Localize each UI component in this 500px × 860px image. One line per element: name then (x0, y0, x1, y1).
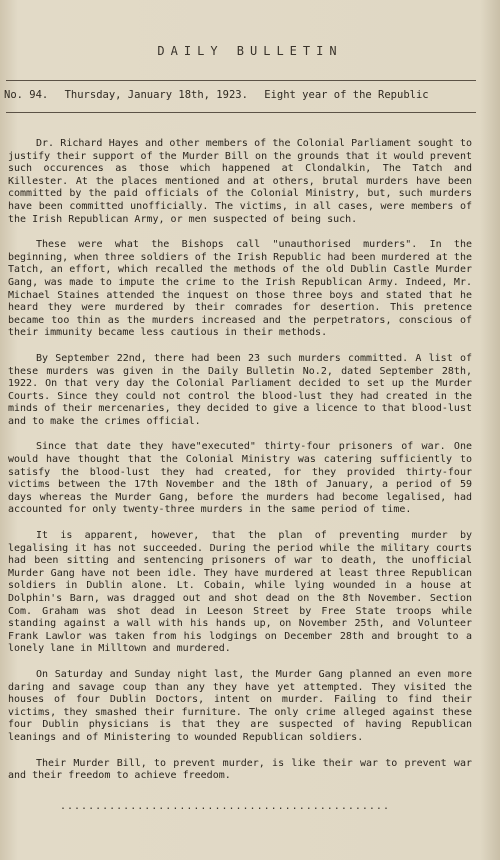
dateline (4, 89, 474, 101)
issue-number: No. 94. (4, 89, 49, 101)
paragraph: By September 22nd, there had been 23 such murders committed. A list of these murders was given in the Daily Bulletin No.2, dated September 28th, 1922. On that very day the Colonial Parliament decided to set up the Murder Courts. Since they could not control the blood-lust they had created in the minds of their mercenaries, they decided to give a licence to that blood-lust and to make the crimes official. (8, 352, 472, 427)
paragraph: These were what the Bishops call "unauthorised murders". In the beginning, when three soldiers of the Irish Republic had been murdered at the Tatch, an effort, which recalled the methods of the old Dublin Castle Murder Gang, was made to impute the crime to the Irish Republican Army. Indeed, Mr. Michael Staines attended the inquest on those three boys and stated that he heard they were murdered by their comrades for desertion. This pretence became too thin as the murders increased and the perpetrators, conscious of their immunity became less cautious in their methods. (8, 239, 472, 339)
paragraph: Their Murder Bill, to prevent murder, is like their war to prevent war and their freedom to achieve freedom. (8, 757, 472, 782)
issue-date: Thursday, January 18th, 1923. (64, 89, 248, 101)
paragraph: Dr. Richard Hayes and other members of the Colonial Parliament sought to justify their support of the Murder Bill on the grounds that it would prevent such occurences as those which happened at Clondalkin, The Tatch and Killester. At the places mentioned and at others, brutal murders have been committed by the paid officials of the Colonial Ministry, but, such murders have been committed unofficially. The victims, in all cases, were members of the Irish Republican Army, or men suspected of being such. (8, 138, 472, 225)
top-rule (6, 80, 476, 81)
paragraph: Since that date they have"executed" thirty-four prisoners of war. One would have thought that the Colonial Ministry was catering sufficiently to satisfy the blood-lust they had created, for they provided thirty-four victims between the 17th November and the 18th of January, a period of 59 days whereas the Murder Gang, before the murders had become legalised, had accounted for only twenty-three murders in the same period of time. (8, 441, 472, 516)
article-body (8, 138, 472, 796)
bulletin-title: DAILY BULLETIN (157, 44, 343, 58)
paragraph: It is apparent, however, that the plan of preventing murder by legalising it has not succeeded. During the period while the military courts had been sitting and sentencing prisoners of war to death, the unofficial Murder Gang have not been idle. They have murdered at least three Republican soldiers in Dublin alone. Lt. Cobain, while lying wounded in a house at Dolphin's Barn, was dragged out and shot dead on the 8th November. Section Com. Graham was shot dead in Leeson Street by Free State troops while standing against a wall with his hands up, on November 25th, and Volunteer Frank Lawlor was taken from his lodgings on December 28th and brought to a lonely lane in Milltown and murdered. (8, 530, 472, 655)
paragraph: On Saturday and Sunday night last, the Murder Gang planned an even more daring and savage coup than any they have yet attempted. They visited the houses of four Dublin Doctors, intent on murder. Failing to find their victims, they smashed their furniture. The only crime alleged against these four Dublin physicians is that they are suspected of having Republican leanings and of Ministering to wounded Republican soldiers. (8, 668, 472, 743)
bottom-rule (6, 112, 476, 113)
republic-year: Eight year of the Republic (264, 89, 429, 101)
closing-separator: ............................................... (60, 801, 390, 812)
